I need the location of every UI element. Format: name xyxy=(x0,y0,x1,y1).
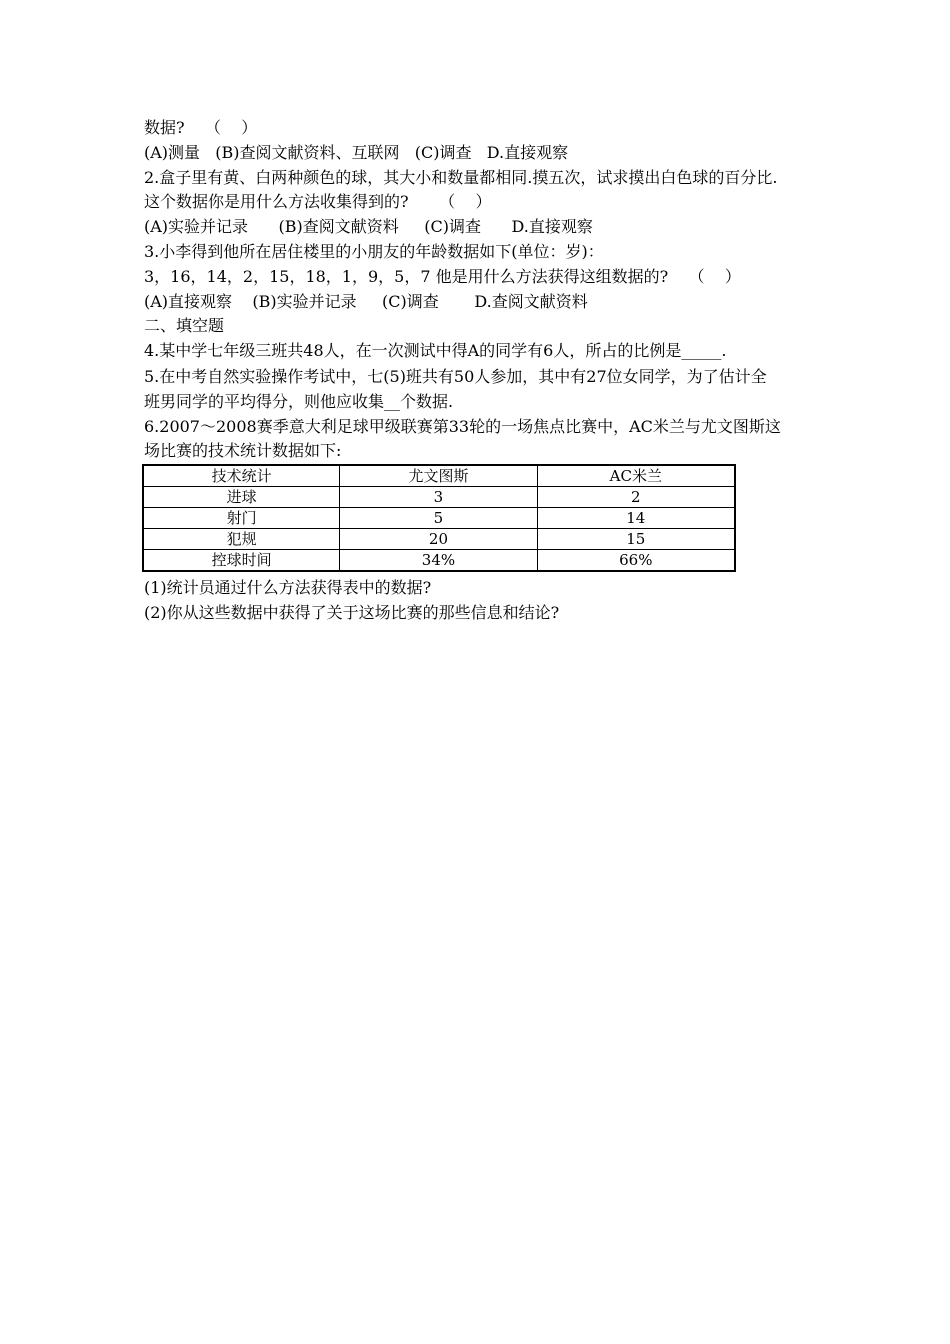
table-cell: 5 xyxy=(340,508,537,529)
text-line: (A)测量 (B)查阅文献资料、互联网 (C)调查 D.直接观察 xyxy=(144,143,569,162)
table-row xyxy=(143,550,735,572)
text-line: 这个数据你是用什么方法收集得到的? （ ） xyxy=(144,192,492,211)
table-cell: 66% xyxy=(537,550,735,572)
question-3: 3.小李得到他所在居住楼里的小朋友的年龄数据如下(单位：岁)： xyxy=(144,242,604,261)
table-header: 技术统计 xyxy=(143,465,340,487)
subquestion-1: (1)统计员通过什么方法获得表中的数据? xyxy=(144,578,432,597)
table-cell: 犯规 xyxy=(143,529,340,550)
stats-table xyxy=(142,464,736,572)
table-cell: 34% xyxy=(340,550,537,572)
table-cell: 15 xyxy=(537,529,735,550)
table-cell: 进球 xyxy=(143,487,340,508)
table-cell: 2 xyxy=(537,487,735,508)
table-row xyxy=(143,487,735,508)
table-cell: 14 xyxy=(537,508,735,529)
text-line: (A)实验并记录 (B)查阅文献资料 (C)调查 D.直接观察 xyxy=(144,217,593,236)
text-line: 数据? （ ） xyxy=(144,118,258,137)
table-cell: 20 xyxy=(340,529,537,550)
text-line: 场比赛的技术统计数据如下: xyxy=(144,441,342,460)
table-header-row xyxy=(143,465,735,487)
question-4: 4.某中学七年级三班共48人，在一次测试中得A的同学有6人，所占的比例是_____. xyxy=(144,341,727,360)
question-5: 5.在中考自然实验操作考试中，七(5)班共有50人参加，其中有27位女同学，为了估计全 xyxy=(144,367,767,386)
table-row xyxy=(143,529,735,550)
text-line: 班男同学的平均得分，则他应收集__个数据. xyxy=(144,392,454,411)
table-row xyxy=(143,508,735,529)
table-header: 尤文图斯 xyxy=(340,465,537,487)
subquestion-2: (2)你从这些数据中获得了关于这场比赛的那些信息和结论? xyxy=(144,603,560,622)
table-header: AC米兰 xyxy=(537,465,735,487)
table-cell: 控球时间 xyxy=(143,550,340,572)
question-6: 6.2007～2008赛季意大利足球甲级联赛第33轮的一场焦点比赛中，AC米兰与尤文图斯这 xyxy=(144,417,781,436)
question-2: 2.盒子里有黄、白两种颜色的球，其大小和数量都相同.摸五次，试求摸出白色球的百分比. xyxy=(144,168,778,187)
table-cell: 3 xyxy=(340,487,537,508)
table-cell: 射门 xyxy=(143,508,340,529)
text-line: 3，16，14，2，15，18，1，9，5，7 他是用什么方法获得这组数据的? （ ） xyxy=(144,267,741,286)
section-heading: 二、填空题 xyxy=(144,316,225,335)
text-line: (A)直接观察 (B)实验并记录 (C)调查 D.查阅文献资料 xyxy=(144,292,588,311)
